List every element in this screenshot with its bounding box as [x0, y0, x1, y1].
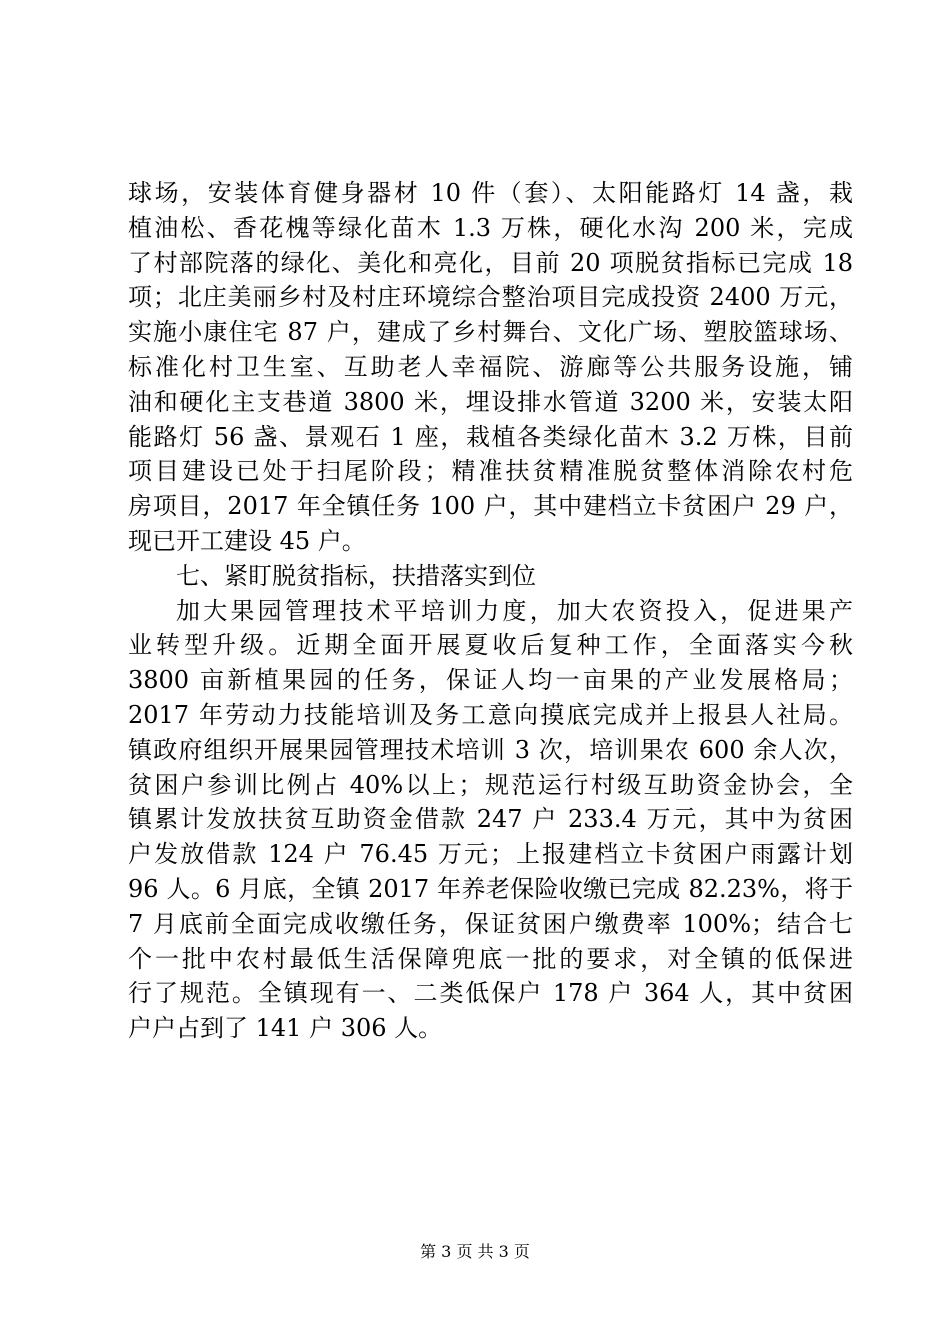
text-line: 2017 年劳动力技能培训及务工意向摸底完成并上报县人社局。 — [128, 700, 853, 729]
text-line: 贫困户参训比例占 40%以上；规范运行村级互助资金协会，全 — [128, 770, 853, 799]
text-line: 个一批中农村最低生活保障兜底一批的要求，对全镇的低保进 — [128, 944, 853, 973]
text-line: 了村部院落的绿化、美化和亮化，目前 20 项脱贫指标已完成 18 — [128, 248, 853, 277]
text-line: 能路灯 56 盏、景观石 1 座，栽植各类绿化苗木 3.2 万株，目前 — [128, 422, 853, 451]
text-line: 96 人。6 月底，全镇 2017 年养老保险收缴已完成 82.23%，将于 — [128, 874, 853, 903]
text-line: 户户占到了 141 户 306 人。 — [128, 1014, 443, 1043]
text-line: 3800 亩新植果园的任务，保证人均一亩果的产业发展格局； — [128, 666, 853, 695]
text-line: 户发放借款 124 户 76.45 万元；上报建档立卡贫困户雨露计划 — [128, 840, 853, 869]
text-line: 油和硬化主支巷道 3800 米，埋设排水管道 3200 米，安装太阳 — [128, 387, 853, 416]
text-line: 行了规范。全镇现有一、二类低保户 178 户 364 人，其中贫困 — [128, 979, 853, 1008]
paragraph-section-7 — [128, 594, 853, 1046]
text-line: 镇政府组织开展果园管理技术培训 3 次，培训果农 600 余人次， — [128, 735, 853, 764]
page-number-footer: 第 3 页 共 3 页 — [420, 1242, 530, 1261]
document-body — [128, 176, 853, 1046]
text-line: 标准化村卫生室、互助老人幸福院、游廊等公共服务设施，铺 — [128, 352, 853, 381]
text-line: 业转型升级。近期全面开展夏收后复种工作，全面落实今秋 — [128, 631, 853, 660]
text-line: 实施小康住宅 87 户，建成了乡村舞台、文化广场、塑胶篮球场、 — [128, 318, 853, 347]
text-line: 项目建设已处于扫尾阶段；精准扶贫精准脱贫整体消除农村危 — [128, 457, 853, 486]
text-line: 镇累计发放扶贫互助资金借款 247 户 233.4 万元，其中为贫困 — [128, 805, 853, 834]
section-heading: 七、紧盯脱贫指标，扶措落实到位 — [176, 561, 536, 590]
text-line: 加大果园管理技术平培训力度，加大农资投入，促进果产 — [176, 596, 853, 625]
text-line: 房项目，2017 年全镇任务 100 户，其中建档立卡贫困户 29 户， — [128, 492, 853, 521]
text-line: 现已开工建设 45 户。 — [128, 526, 366, 555]
text-line: 球场，安装体育健身器材 10 件（套）、太阳能路灯 14 盏，栽 — [128, 179, 853, 207]
text-line: 项；北庄美丽乡村及村庄环境综合整治项目完成投资 2400 万元， — [128, 283, 853, 312]
text-line: 植油松、香花槐等绿化苗木 1.3 万株，硬化水沟 200 米，完成 — [128, 213, 853, 242]
text-line: 7 月底前全面完成收缴任务，保证贫困户缴费率 100%；结合七 — [128, 909, 853, 938]
paragraph-continued — [128, 176, 853, 559]
